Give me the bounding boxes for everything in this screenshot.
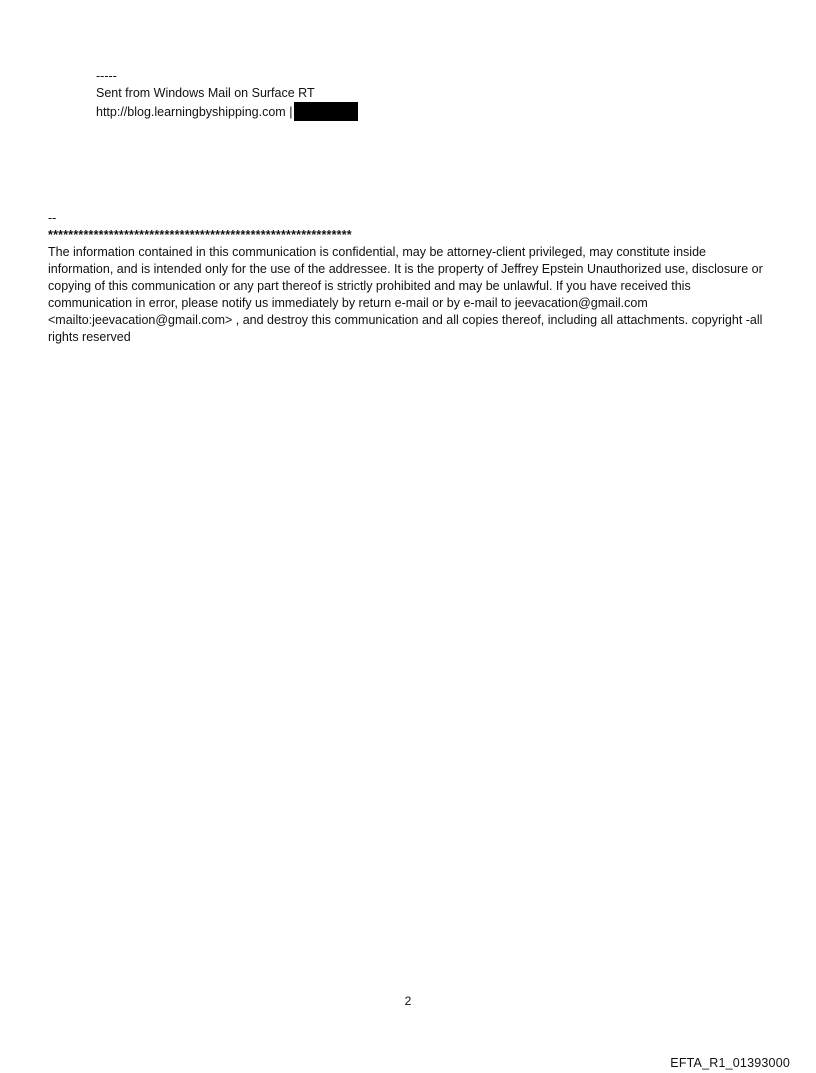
disclaimer-text: The information contained in this communication is confidential, may be attorney-client privileged, may constitute inside information, and is intended only for the use of the addressee. It is the property of Jeffrey Epstein Unauthorized use, disclosure or copying of this communication or any part thereof is strictly prohibited and may be unlawful. If you have received this communication in error, please notify us immediately by return e-mail or by e-mail to jeevacation@gmail.com <mailto:jeevacation@gmail.com> , and destroy this communication and all copies thereof, including all attachments. copyright -all rights reserved: [48, 245, 763, 344]
signature-separator: -----: [96, 69, 117, 83]
blog-link-line: [96, 102, 358, 121]
disclaimer-dashes: --: [48, 211, 57, 225]
redaction-box: [294, 102, 358, 121]
blog-link[interactable]: http://blog.learningbyshipping.com: [96, 105, 286, 119]
disclaimer-asterisk-rule: ************************************************************: [48, 228, 352, 242]
confidentiality-disclaimer: [48, 210, 768, 346]
page-number: 2: [404, 994, 412, 1008]
sent-from-line: Sent from Windows Mail on Surface RT: [96, 86, 315, 100]
pipe-separator: |: [289, 105, 293, 119]
document-id: EFTA_R1_01393000: [670, 1056, 790, 1070]
email-signature: [96, 68, 358, 121]
